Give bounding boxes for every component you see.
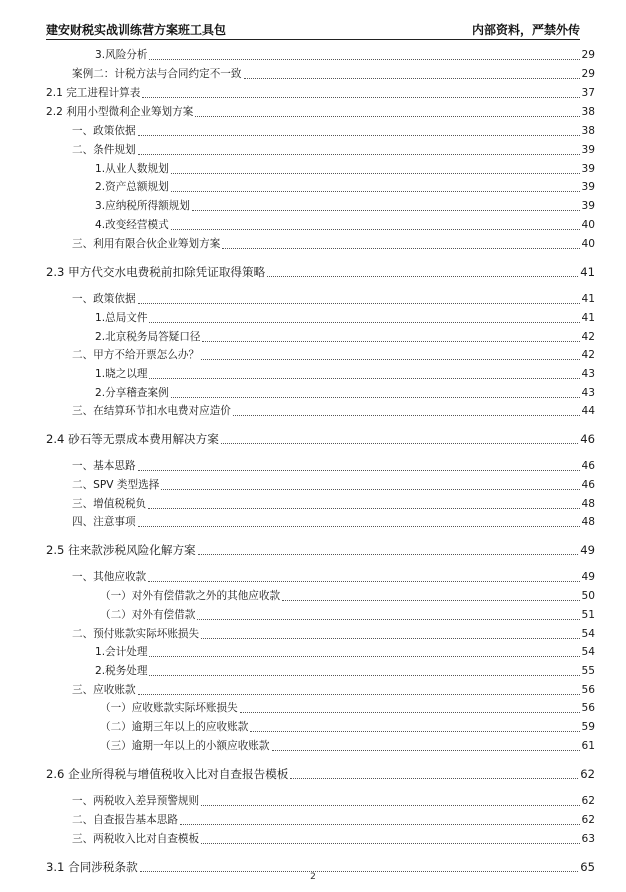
toc-entry-label: （二）逾期三年以上的应收账款 bbox=[100, 721, 249, 733]
toc-entry-page: 62 bbox=[580, 767, 595, 781]
toc-leader bbox=[180, 823, 580, 825]
toc-entry-label: 三、两税收入比对自查模板 bbox=[72, 833, 200, 845]
toc-entry[interactable] bbox=[100, 608, 595, 623]
toc-entry[interactable] bbox=[46, 767, 595, 782]
toc-entry-page: 38 bbox=[581, 125, 595, 137]
toc-entry-label: 3.应纳税所得额规划 bbox=[95, 200, 190, 212]
toc-entry[interactable] bbox=[100, 720, 595, 735]
toc-entry[interactable] bbox=[72, 143, 595, 158]
toc-leader bbox=[197, 618, 579, 620]
toc-entry-label: 二、甲方不给开票怎么办？ bbox=[72, 349, 200, 361]
toc-entry[interactable] bbox=[95, 162, 595, 177]
toc-leader bbox=[142, 96, 579, 98]
toc-entry-label: 2.6 企业所得税与增值税收入比对自查报告模板 bbox=[46, 767, 289, 781]
toc-entry[interactable] bbox=[72, 478, 595, 493]
toc-leader bbox=[149, 321, 579, 323]
toc-entry[interactable] bbox=[72, 459, 595, 474]
toc-leader bbox=[149, 674, 579, 676]
toc-leader bbox=[138, 134, 580, 136]
toc-entry-label: 二、预付账款实际坏账损失 bbox=[72, 628, 200, 640]
header-title: 建安财税实战训练营方案班工具包 bbox=[46, 23, 227, 37]
toc-leader bbox=[138, 525, 580, 527]
toc-entry-label: 一、两税收入差异预警规则 bbox=[72, 795, 200, 807]
toc-entry[interactable] bbox=[72, 794, 595, 809]
toc-leader bbox=[149, 655, 579, 657]
toc-entry-page: 39 bbox=[581, 200, 595, 212]
toc-entry-page: 49 bbox=[580, 543, 595, 557]
toc-entry-page: 55 bbox=[581, 665, 595, 677]
toc-leader bbox=[267, 275, 578, 277]
page-number: 2 bbox=[310, 872, 316, 882]
toc-leader bbox=[138, 469, 580, 471]
toc-entry-label: 三、增值税税负 bbox=[72, 498, 147, 510]
toc-entry[interactable] bbox=[72, 515, 595, 530]
toc-leader bbox=[171, 172, 580, 174]
toc-entry[interactable] bbox=[95, 218, 595, 233]
toc-entry-label: 三、在结算环节扣水电费对应造价 bbox=[72, 405, 231, 417]
toc-leader bbox=[233, 414, 580, 416]
toc-entry-label: 一、其他应收款 bbox=[72, 571, 147, 583]
toc-leader bbox=[244, 77, 580, 79]
header-notice: 内部资料，严禁外传 bbox=[471, 23, 580, 37]
toc-entry-page: 54 bbox=[581, 646, 595, 658]
toc-entry-page: 54 bbox=[581, 628, 595, 640]
toc-leader bbox=[221, 442, 578, 444]
toc-entry-label: 一、政策依据 bbox=[72, 293, 136, 305]
toc-entry-label: 一、基本思路 bbox=[72, 460, 136, 472]
toc-leader bbox=[148, 507, 579, 509]
toc-entry-page: 41 bbox=[581, 293, 595, 305]
toc-entry[interactable] bbox=[72, 570, 595, 585]
toc-entry[interactable] bbox=[72, 292, 595, 307]
toc-entry-label: 2.北京税务局答疑口径 bbox=[95, 331, 201, 343]
toc-entry-page: 59 bbox=[581, 721, 595, 733]
toc-entry[interactable] bbox=[100, 589, 595, 604]
toc-entry-label: （三）逾期一年以上的小额应收账款 bbox=[100, 740, 270, 752]
toc-entry-label: （一）应收账款实际坏账损失 bbox=[100, 702, 238, 714]
toc-entry[interactable] bbox=[72, 813, 595, 828]
toc-entry-label: （二）对外有偿借款 bbox=[100, 609, 196, 621]
toc-leader bbox=[138, 153, 580, 155]
toc-leader bbox=[290, 777, 578, 779]
toc-entry-page: 62 bbox=[581, 814, 595, 826]
toc-entry-label: 二、自查报告基本思路 bbox=[72, 814, 178, 826]
toc-entry-label: 3.风险分析 bbox=[95, 49, 148, 61]
toc-leader bbox=[192, 209, 580, 211]
toc-entry[interactable] bbox=[95, 311, 595, 326]
toc-entry-label: 三、利用有限合伙企业筹划方案 bbox=[72, 238, 221, 250]
toc-entry-page: 29 bbox=[581, 49, 595, 61]
toc-entry-page: 50 bbox=[581, 590, 595, 602]
toc-entry[interactable] bbox=[100, 739, 595, 754]
toc-entry-page: 41 bbox=[581, 312, 595, 324]
toc-entry-label: 四、注意事项 bbox=[72, 516, 136, 528]
toc-entry-label: 1.总局文件 bbox=[95, 312, 148, 324]
toc-entry-page: 56 bbox=[581, 684, 595, 696]
toc-entry-page: 48 bbox=[581, 498, 595, 510]
toc-entry-label: 2.2 利用小型微利企业筹划方案 bbox=[46, 106, 194, 118]
toc-entry-page: 62 bbox=[581, 795, 595, 807]
toc-entry[interactable] bbox=[95, 386, 595, 401]
toc-entry[interactable] bbox=[95, 664, 595, 679]
toc-leader bbox=[138, 302, 580, 304]
toc-entry-page: 44 bbox=[581, 405, 595, 417]
toc-entry[interactable] bbox=[72, 404, 595, 419]
toc-entry-label: 1.晓之以理 bbox=[95, 368, 148, 380]
toc-leader bbox=[138, 693, 580, 695]
toc-entry[interactable] bbox=[72, 627, 595, 642]
toc-entry-page: 49 bbox=[581, 571, 595, 583]
toc-entry[interactable] bbox=[46, 105, 595, 120]
toc-leader bbox=[222, 247, 579, 249]
toc-entry-page: 48 bbox=[581, 516, 595, 528]
toc-entry-page: 41 bbox=[580, 265, 595, 279]
toc-entry[interactable] bbox=[72, 67, 595, 82]
toc-entry[interactable] bbox=[100, 701, 595, 716]
toc-entry-label: 2.1 完工进程计算表 bbox=[46, 87, 141, 99]
toc-leader bbox=[202, 340, 579, 342]
toc-leader bbox=[161, 488, 579, 490]
toc-entry[interactable] bbox=[46, 265, 595, 280]
toc-leader bbox=[282, 599, 579, 601]
toc-entry[interactable] bbox=[46, 86, 595, 101]
toc-entry-label: 1.会计处理 bbox=[95, 646, 148, 658]
toc-leader bbox=[201, 842, 579, 844]
toc-entry[interactable] bbox=[46, 432, 595, 447]
toc-leader bbox=[240, 711, 580, 713]
toc-entry-label: 2.5 往来款涉税风险化解方案 bbox=[46, 543, 196, 557]
toc-entry-page: 42 bbox=[581, 349, 595, 361]
toc-entry-label: 二、SPV 类型选择 bbox=[72, 479, 160, 491]
toc-entry-page: 39 bbox=[581, 144, 595, 156]
toc-leader bbox=[250, 730, 579, 732]
toc-entry-page: 39 bbox=[581, 163, 595, 175]
toc-entry-page: 46 bbox=[581, 460, 595, 472]
toc-entry-label: 三、应收账款 bbox=[72, 684, 136, 696]
toc-entry-label: 二、条件规划 bbox=[72, 144, 136, 156]
toc-leader bbox=[171, 228, 580, 230]
toc-entry-page: 61 bbox=[581, 740, 595, 752]
toc-entry-label: 一、政策依据 bbox=[72, 125, 136, 137]
toc-entry-label: 1.从业人数规划 bbox=[95, 163, 169, 175]
toc-leader bbox=[201, 804, 579, 806]
toc-entry[interactable] bbox=[95, 180, 595, 195]
toc-leader bbox=[198, 553, 579, 555]
toc-leader bbox=[148, 580, 579, 582]
toc-entry-page: 46 bbox=[580, 432, 595, 446]
toc-entry[interactable] bbox=[72, 124, 595, 139]
toc-entry-page: 51 bbox=[581, 609, 595, 621]
toc-entry-page: 43 bbox=[581, 387, 595, 399]
toc-entry-label: 2.税务处理 bbox=[95, 665, 148, 677]
toc-entry[interactable] bbox=[95, 199, 595, 214]
toc-entry-label: 3.1 合同涉税条款 bbox=[46, 860, 138, 874]
toc-entry-label: 2.4 砂石等无票成本费用解决方案 bbox=[46, 432, 219, 446]
toc-entry[interactable] bbox=[72, 832, 595, 847]
toc-entry-page: 63 bbox=[581, 833, 595, 845]
toc-entry-label: 4.改变经营模式 bbox=[95, 219, 169, 231]
toc-entry-page: 46 bbox=[581, 479, 595, 491]
toc-entry-page: 40 bbox=[581, 219, 595, 231]
toc-leader bbox=[149, 58, 579, 60]
toc-entry[interactable] bbox=[72, 237, 595, 252]
toc-entry[interactable] bbox=[95, 330, 595, 345]
toc-entry-page: 56 bbox=[581, 702, 595, 714]
toc-leader bbox=[195, 115, 579, 117]
toc-entry-page: 65 bbox=[580, 860, 595, 874]
toc-entry-label: 2.分享稽查案例 bbox=[95, 387, 169, 399]
toc-entry-label: 2.资产总额规划 bbox=[95, 181, 169, 193]
toc-entry-page: 39 bbox=[581, 181, 595, 193]
toc-leader bbox=[201, 637, 579, 639]
toc-entry-page: 37 bbox=[581, 87, 595, 99]
toc-entry[interactable] bbox=[46, 543, 595, 558]
toc-leader bbox=[149, 377, 579, 379]
toc-entry-page: 43 bbox=[581, 368, 595, 380]
toc-entry[interactable] bbox=[95, 48, 595, 63]
toc-leader bbox=[171, 190, 580, 192]
toc-entry[interactable] bbox=[95, 645, 595, 660]
toc-entry[interactable] bbox=[72, 348, 595, 363]
toc-entry[interactable] bbox=[72, 683, 595, 698]
toc-entry-page: 40 bbox=[581, 238, 595, 250]
toc-entry[interactable] bbox=[72, 497, 595, 512]
toc-entry-label: 2.3 甲方代交水电费税前扣除凭证取得策略 bbox=[46, 265, 266, 279]
toc-entry-label: （一）对外有偿借款之外的其他应收款 bbox=[100, 590, 281, 602]
toc-leader bbox=[201, 358, 579, 360]
toc-entry-label: 案例二：计税方法与合同约定不一致 bbox=[72, 68, 242, 80]
toc-entry-page: 29 bbox=[581, 68, 595, 80]
toc-leader bbox=[171, 396, 580, 398]
toc-entry-page: 42 bbox=[581, 331, 595, 343]
toc-entry-page: 38 bbox=[581, 106, 595, 118]
toc-entry[interactable] bbox=[95, 367, 595, 382]
toc-leader bbox=[272, 749, 580, 751]
